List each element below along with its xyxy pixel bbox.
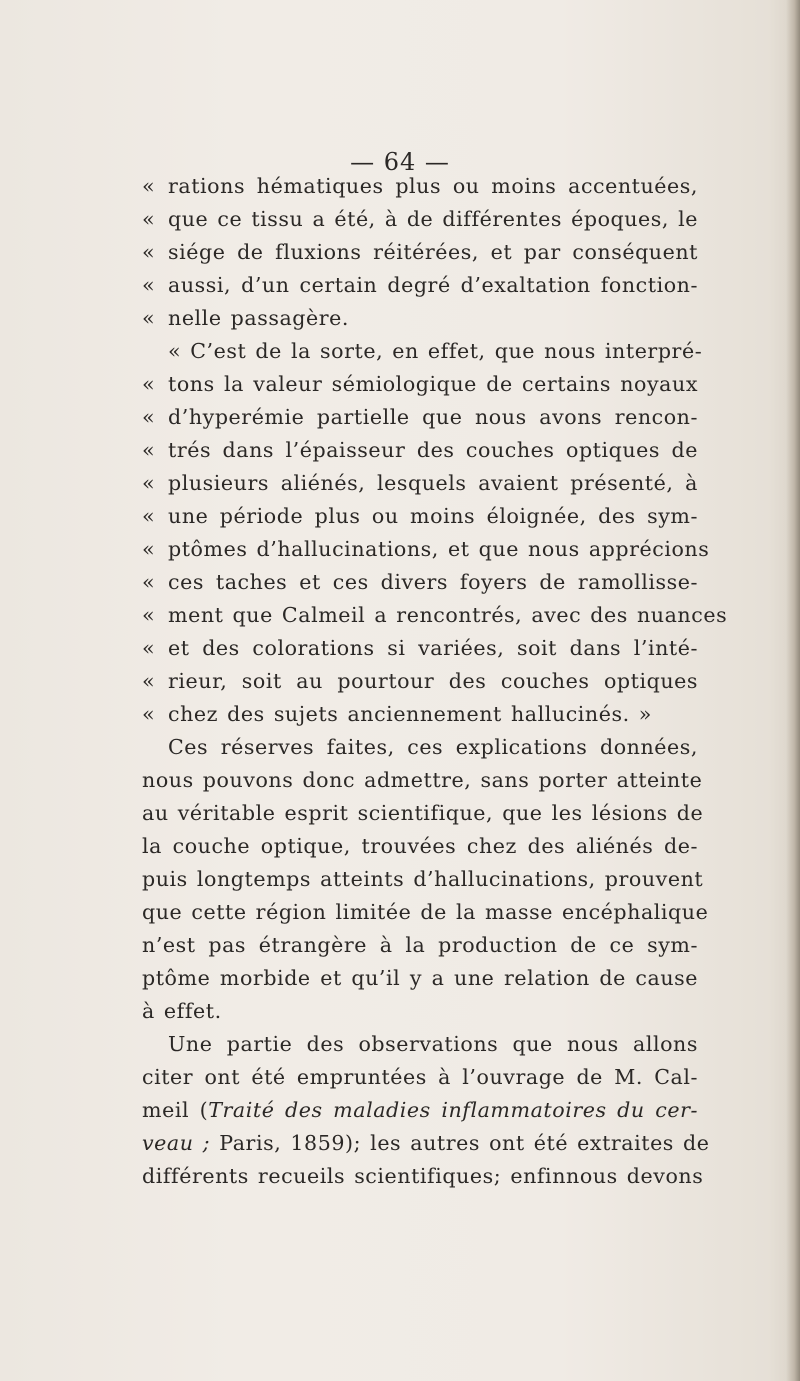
line-text: ptôme morbide et qu’il y a une relation de cause [142,966,698,990]
citation-open: meil ( [142,1098,209,1122]
line-text: nelle passagère. [168,306,349,330]
quote-mark: « [142,702,156,726]
line-text: puis longtemps atteints d’hallucinations, prouvent [142,867,704,891]
line-text: à effet. [142,999,222,1023]
page-body-text [0,170,800,1188]
quote-mark: « [142,372,156,396]
line-text: nous pouvons donc admettre, sans porter atteinte [142,768,703,792]
line-text: chez des sujets anciennement hallucinés. » [168,702,652,726]
quote-mark: « [142,240,156,264]
line-text: aussi, d’un certain degré d’exaltation fonction- [168,273,698,297]
line-text: que cette région limitée de la masse encéphalique [142,900,709,924]
line-text: que ce tissu a été, à de différentes époques, le [168,207,698,231]
line-text: Une partie des observations que nous allons [168,1032,698,1056]
line-text: ces taches et ces divers foyers de ramollisse- [168,570,698,594]
quote-mark: « [142,306,156,330]
citation-details: Paris, 1859); les autres ont été extraites de [210,1131,710,1155]
line-text: plusieurs aliénés, lesquels avaient présenté, à [168,471,698,495]
line-text: « C’est de la sorte, en effet, que nous interpré- [168,339,703,363]
line-text: rations hématiques plus ou moins accentuées, [168,174,698,198]
quote-mark: « [142,636,156,660]
line-text: tons la valeur sémiologique de certains noyaux [168,372,698,396]
line-text: une période plus ou moins éloignée, des sym- [168,504,698,528]
line-text-citation [142,1127,710,1160]
quote-mark: « [142,537,156,561]
line-text: rieur, soit au pourtour des couches optiques [168,669,698,693]
line-text: différents recueils scientifiques; enfinnous devons [142,1164,704,1188]
page-number: — 64 — [350,148,450,176]
line-text: n’est pas étrangère à la production de ce sym- [142,933,698,957]
quote-mark: « [142,570,156,594]
line-text: d’hyperémie partielle que nous avons rencon- [168,405,698,429]
citation-title: Traité des maladies inflammatoires du cer- [208,1098,698,1122]
quote-mark: « [142,174,156,198]
quote-mark: « [142,471,156,495]
quote-mark: « [142,405,156,429]
line-text: citer ont été empruntées à l’ouvrage de M. Cal- [142,1065,698,1089]
line-text: et des colorations si variées, soit dans l’inté- [168,636,698,660]
quote-mark: « [142,504,156,528]
line-text: siége de fluxions réitérées, et par conséquent [168,240,698,264]
line-text: au véritable esprit scientifique, que les lésions de [142,801,704,825]
quote-mark: « [142,207,156,231]
line-text-citation [142,1094,698,1127]
line-text: trés dans l’épaisseur des couches optiques de [168,438,698,462]
line-text: ment que Calmeil a rencontrés, avec des nuances [168,603,728,627]
citation-title-end: veau ; [142,1131,211,1155]
line-text: ptômes d’hallucinations, et que nous apprécions [168,537,710,561]
line-text: la couche optique, trouvées chez des aliénés de- [142,834,698,858]
quote-mark: « [142,669,156,693]
quote-mark: « [142,273,156,297]
quote-mark: « [142,438,156,462]
line-text: Ces réserves faites, ces explications données, [168,735,698,759]
quote-mark: « [142,603,156,627]
